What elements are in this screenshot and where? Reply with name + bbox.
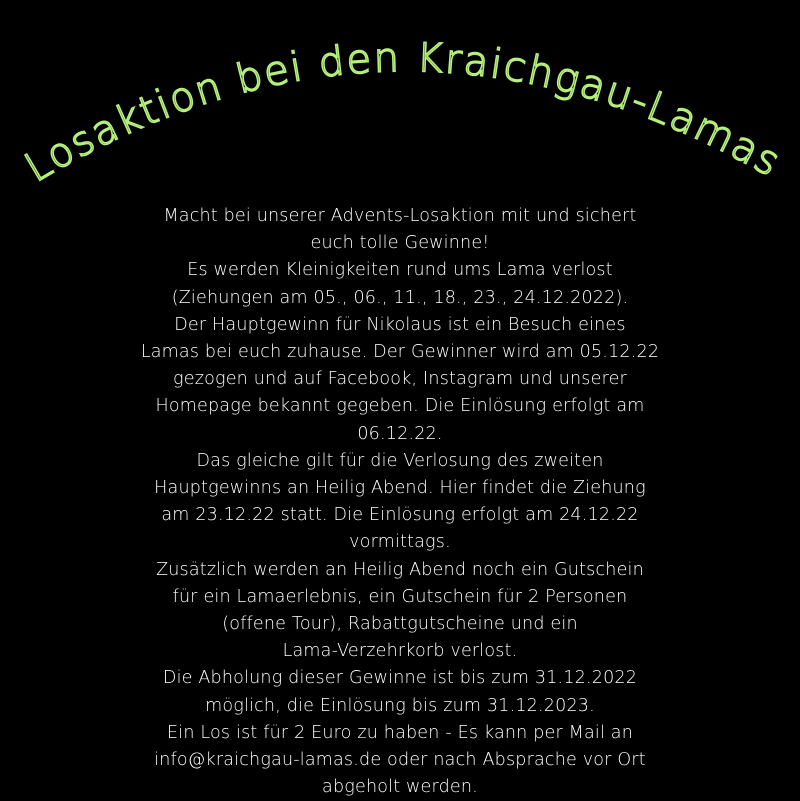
announcement-line: Das gleiche gilt für die Verlosung des zweiten bbox=[196, 450, 604, 471]
page-title-text: Losaktion bei den Kraichgau-Lamas bbox=[17, 35, 790, 192]
announcement-line: info@kraichgau-lamas.de oder nach Absprache vor Ort bbox=[154, 750, 646, 771]
page-title bbox=[17, 35, 789, 191]
announcement-line: gezogen und auf Facebook, Instagram und unserer bbox=[173, 369, 627, 390]
announcement-text bbox=[40, 203, 760, 801]
announcement-line: Die Abholung dieser Gewinne ist bis zum 31.12.2022 bbox=[162, 668, 638, 689]
announcement-line: möglich, die Einlösung bis zum 31.12.2023. bbox=[205, 695, 595, 716]
announcement-line: abgeholt werden. bbox=[322, 777, 478, 798]
announcement-line: Lama-Verzehrkorb verlost. bbox=[282, 641, 518, 662]
announcement-line: (offene Tour), Rabattgutscheine und ein bbox=[222, 614, 578, 635]
announcement-line: Ein Los ist für 2 Euro zu haben - Es kann per Mail an bbox=[167, 722, 633, 743]
announcement-line: Lamas bei euch zuhause. Der Gewinner wird am 05.12.22 bbox=[140, 342, 660, 363]
announcement-line: am 23.12.22 statt. Die Einlösung erfolgt am 24.12.22 bbox=[161, 505, 639, 526]
announcement-line: Macht bei unserer Advents-Losaktion mit und sichert bbox=[163, 206, 637, 226]
announcement-line: (Ziehungen am 05., 06., 11., 18., 23., 24.12.2022). bbox=[171, 287, 629, 308]
announcement-line: vormittags. bbox=[349, 532, 451, 553]
announcement-line: für ein Lamaerlebnis, ein Gutschein für 2 Personen bbox=[172, 586, 628, 607]
announcement-line: Zusätzlich werden an Heilig Abend noch ein Gutschein bbox=[156, 559, 644, 580]
announcement-line: Homepage bekannt gegeben. Die Einlösung erfolgt am bbox=[155, 396, 645, 417]
announcement-line: Es werden Kleinigkeiten rund ums Lama verlost bbox=[187, 260, 613, 281]
title-arc bbox=[0, 0, 800, 200]
announcement-line: 06.12.22. bbox=[357, 423, 443, 444]
announcement-line: Hauptgewinns an Heilig Abend. Hier findet die Ziehung bbox=[154, 478, 646, 499]
announcement-line: euch tolle Gewinne! bbox=[310, 233, 490, 254]
announcement-line: Der Hauptgewinn für Nikolaus ist ein Besuch eines bbox=[174, 314, 626, 335]
